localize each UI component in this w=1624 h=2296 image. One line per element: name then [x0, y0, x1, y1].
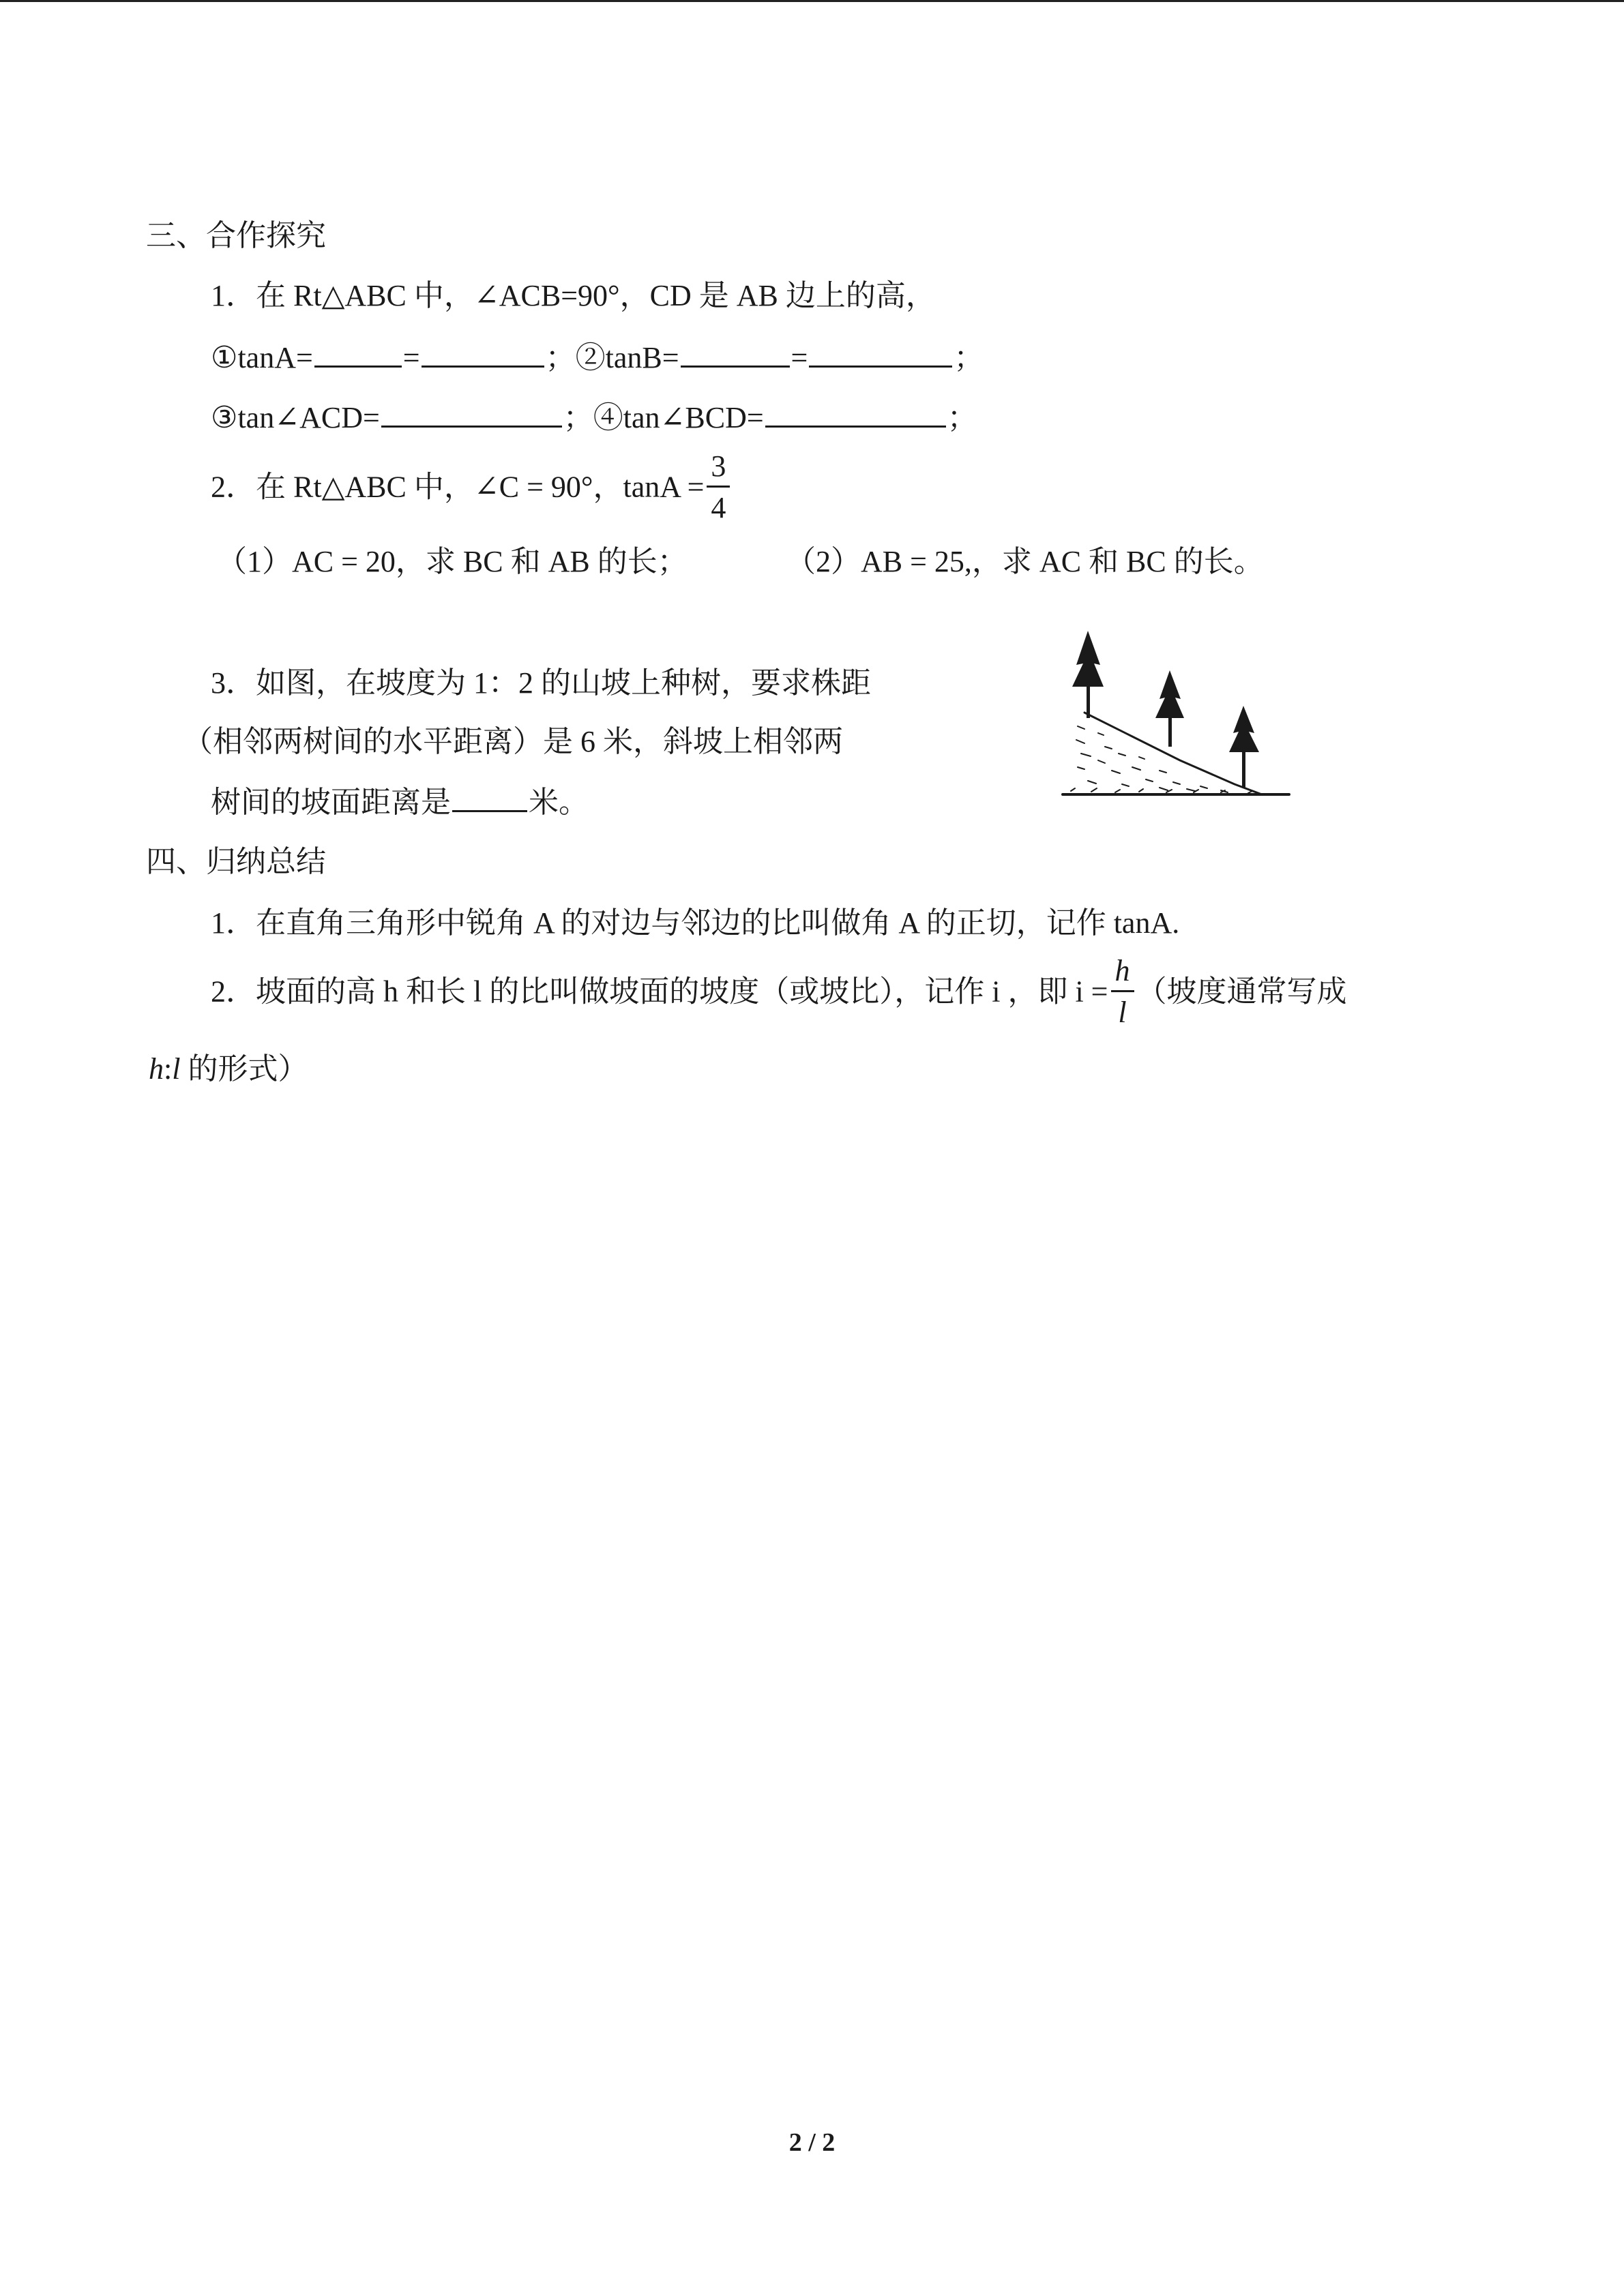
q1-a-eq: =	[402, 341, 420, 374]
q1-a-blank-1[interactable]	[314, 338, 402, 368]
q3-line3-pre: 树间的坡面距离是	[211, 786, 451, 819]
q3-line3-post: 米。	[529, 786, 589, 819]
q1-c-blank[interactable]	[381, 398, 562, 428]
summary-point-2	[211, 954, 1347, 1030]
ratio-colon: :	[164, 1052, 173, 1086]
summary-p2-post: （坡度通常写成	[1136, 974, 1347, 1009]
q1-b-label: ②tanB=	[575, 341, 679, 374]
q2-part-1: （1）AC = 20，求 BC 和 AB 的长；	[217, 545, 688, 578]
summary-point-2-cont	[149, 1050, 308, 1088]
q1-b-eq: =	[791, 341, 808, 374]
q1-line-a-b	[211, 338, 984, 377]
q1-d-label: ④tan∠BCD=	[593, 401, 764, 434]
q1-stem: 1．在 Rt△ABC 中，∠ACB=90°，CD 是 AB 边上的高，	[211, 279, 936, 312]
slope-fraction	[1111, 956, 1134, 1028]
ratio-l: l	[172, 1052, 181, 1086]
slope-trees-illustration	[1057, 624, 1296, 808]
slope-frac-den: l	[1118, 996, 1127, 1029]
section-heading-cooperative: 三、合作探究	[146, 219, 326, 252]
q2-part-2: （2）AB = 25,，求 AC 和 BC 的长。	[786, 545, 1264, 578]
q1-b-blank-1[interactable]	[681, 338, 790, 368]
q2-stem: 2．在 Rt△ABC 中，∠C = 90°，tanA =	[211, 470, 705, 504]
summary-point-1: 1．在直角三角形中锐角 A 的对边与邻边的比叫做角 A 的正切，记作 tanA.	[211, 906, 1180, 940]
ratio-h: h	[149, 1052, 164, 1086]
q2-stem-line	[211, 449, 733, 526]
q3-line-2: （相邻两树间的水平距离）是 6 米，斜坡上相邻两	[183, 725, 843, 758]
q3-line-1: 3．如图，在坡度为 1：2 的山坡上种树，要求株距	[211, 666, 871, 700]
q2-frac-den: 4	[711, 491, 726, 524]
q2-frac-num: 3	[707, 451, 730, 488]
section-heading-summary: 四、归纳总结	[146, 845, 326, 878]
top-border	[0, 0, 1624, 2]
q1-c-semi: ；	[563, 401, 593, 434]
q2-fraction	[707, 451, 730, 523]
q1-line-c-d	[211, 398, 977, 437]
q3-answer-blank[interactable]	[452, 783, 527, 812]
slope-frac-num: h	[1111, 956, 1134, 992]
q1-a-semi: ；	[545, 341, 576, 374]
q1-d-blank[interactable]	[765, 398, 946, 428]
q1-a-blank-2[interactable]	[422, 338, 544, 368]
q1-d-semi: ；	[947, 401, 977, 434]
q1-a-label: ①tanA=	[211, 341, 313, 374]
q1-c-label: ③tan∠ACD=	[211, 401, 380, 434]
q3-line-3	[211, 783, 589, 822]
q1-b-semi: ；	[954, 341, 984, 374]
summary-p2-pre: 2．坡面的高 h 和长 l 的比叫做坡面的坡度（或坡比），记作 i ，即 i =	[211, 974, 1108, 1009]
page-number: 2 / 2	[788, 2128, 836, 2157]
q1-b-blank-2[interactable]	[809, 338, 952, 368]
summary-p3-rest: 的形式）	[180, 1052, 308, 1086]
